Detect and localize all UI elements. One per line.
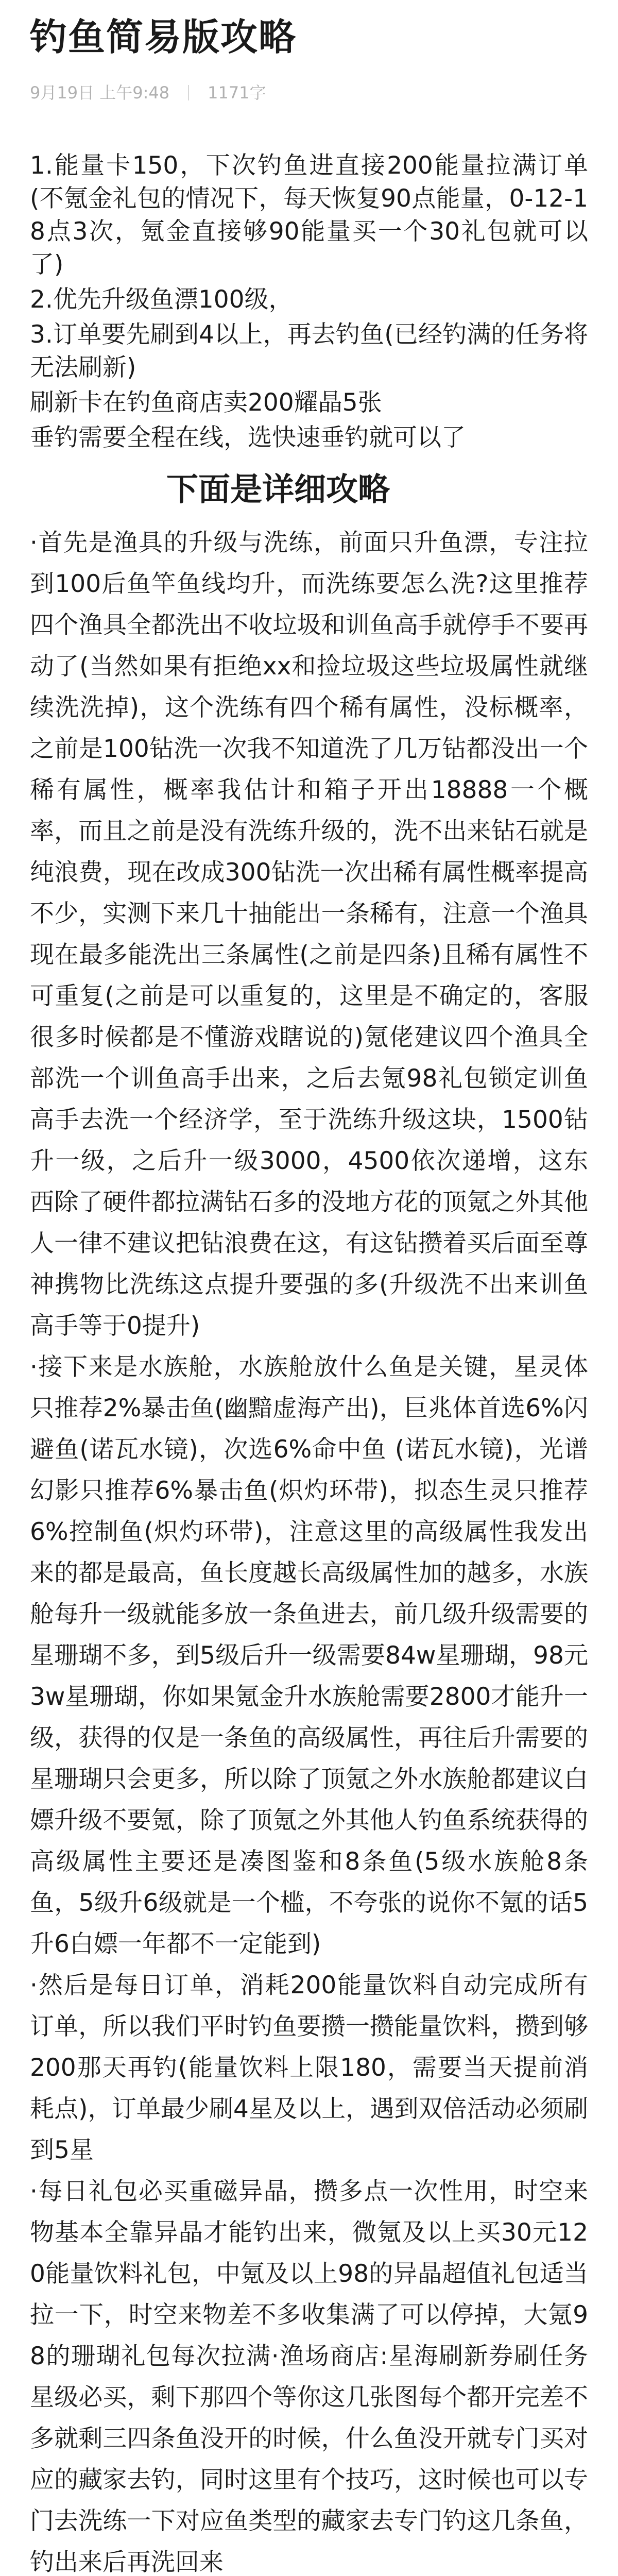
detail-paragraph: ·然后是每日订单，消耗200能量饮料自动完成所有订单，所以我们平时钓鱼要攒一攒能量饮料，攒到够200那天再钓(能量饮料上限180，需要当天提前消耗点)，订单最少刷4星及以上，遇到双倍活动必须刷到5星 [30,1971,588,2164]
detail-heading: 下面是详细攻略 [166,470,390,508]
summary-line: 1.能量卡150，下次钓鱼进直接200能量拉满订单(不氪金礼包的情况下，每天恢复90点能量，0-12-18点3次，氪金直接够90能量买一个30礼包就可以了) [30,151,588,279]
meta-divider [188,85,189,100]
detail-paragraph: ·接下来是水族舱，水族舱放什么鱼是关键，星灵体只推荐2%暴击鱼(幽黯虚海产出)，巨兆体首选6%闪避鱼(诺瓦水镜)，次选6%命中鱼 (诺瓦水镜)，光谱幻影只推荐6%暴击鱼(炽灼环带)，拟态生灵只推荐6%控制鱼(炽灼环带)，注意这里的高级属性我发出来的都是最高，鱼长度越长高级属性加的越多，水族舱每升一级就能多放一条鱼进去，前几级升级需要的星珊瑚不多，到5级后升一级需要84w星珊瑚，98元3w星珊瑚，你如果氪金升水族舱需要2800才能升一级，获得的仅是一条鱼的高级属性，再往后升需要的星珊瑚只会更多，所以除了顶氪之外水族舱都建议白嫖升级不要氪，除了顶氪之外其他人钓鱼系统获得的高级属性主要还是凑图鉴和8条鱼(5级水族舱8条鱼，5级升6级就是一个槛，不夸张的说你不氪的话5升6白嫖一年都不一定能到) [30,1353,588,1958]
article-word-count: 1171字 [208,83,266,103]
article-meta [30,81,588,104]
summary-section [30,149,588,454]
summary-line: 刷新卡在钓鱼商店卖200耀晶5张 [30,388,382,417]
detail-paragraph: ·每日礼包必买重磁异晶，攒多点一次性用，时空来物基本全靠异晶才能钓出来，微氪及以上买30元120能量饮料礼包，中氪及以上98的异晶超值礼包适当拉一下，时空来物差不多收集满了可以停掉，大氪98的珊瑚礼包每次拉满·渔场商店:星海刷新券刷任务星级必买，剩下那四个等你这几张图每个都开完差不多就剩三四条鱼没开的时候，什么鱼没开就专门买对应的藏家去钓，同时这里有个技巧，这时候也可以专门去洗练一下对应鱼类型的藏家去专门钓这几条鱼，钓出来后再洗回来 [30,2177,588,2576]
detail-section [30,522,588,2576]
summary-line: 垂钓需要全程在线，选快速垂钓就可以了 [30,423,466,452]
summary-line: 3.订单要先刷到4以上，再去钓鱼(已经钓满的任务将无法刷新) [30,320,588,382]
detail-paragraph: ·首先是渔具的升级与洗练，前面只升鱼漂，专注拉到100后鱼竿鱼线均升，而洗练要怎么洗?这里推荐四个渔具全都洗出不收垃圾和训鱼高手就停手不要再动了(当然如果有拒绝xx和捡垃圾这些垃圾属性就继续洗洗掉)，这个洗练有四个稀有属性，没标概率，之前是100钻洗一次我不知道洗了几万钻都没出一个稀有属性，概率我估计和箱子开出18888一个概率，而且之前是没有洗练升级的，洗不出来钻石就是纯浪费，现在改成300钻洗一次出稀有属性概率提高不少，实测下来几十抽能出一条稀有，注意一个渔具现在最多能洗出三条属性(之前是四条)且稀有属性不可重复(之前是可以重复的，这里是不确定的，客服很多时候都是不懂游戏瞎说的)氪佬建议四个渔具全部洗一个训鱼高手出来，之后去氪98礼包锁定训鱼高手去洗一个经济学，至于洗练升级这块，1500钻升一级，之后升一级3000，4500依次递增，这东西除了硬件都拉满钻石多的没地方花的顶氪之外其他人一律不建议把钻浪费在这，有这钻攒着买后面至尊神携物比洗练这点提升要强的多(升级洗不出来训鱼高手等于0提升) [30,529,588,1340]
summary-line: 2.优先升级鱼漂100级， [30,285,293,314]
article-date: 9月19日 上午9:48 [30,83,170,103]
article-title: 钓鱼简易版攻略 [30,15,297,59]
